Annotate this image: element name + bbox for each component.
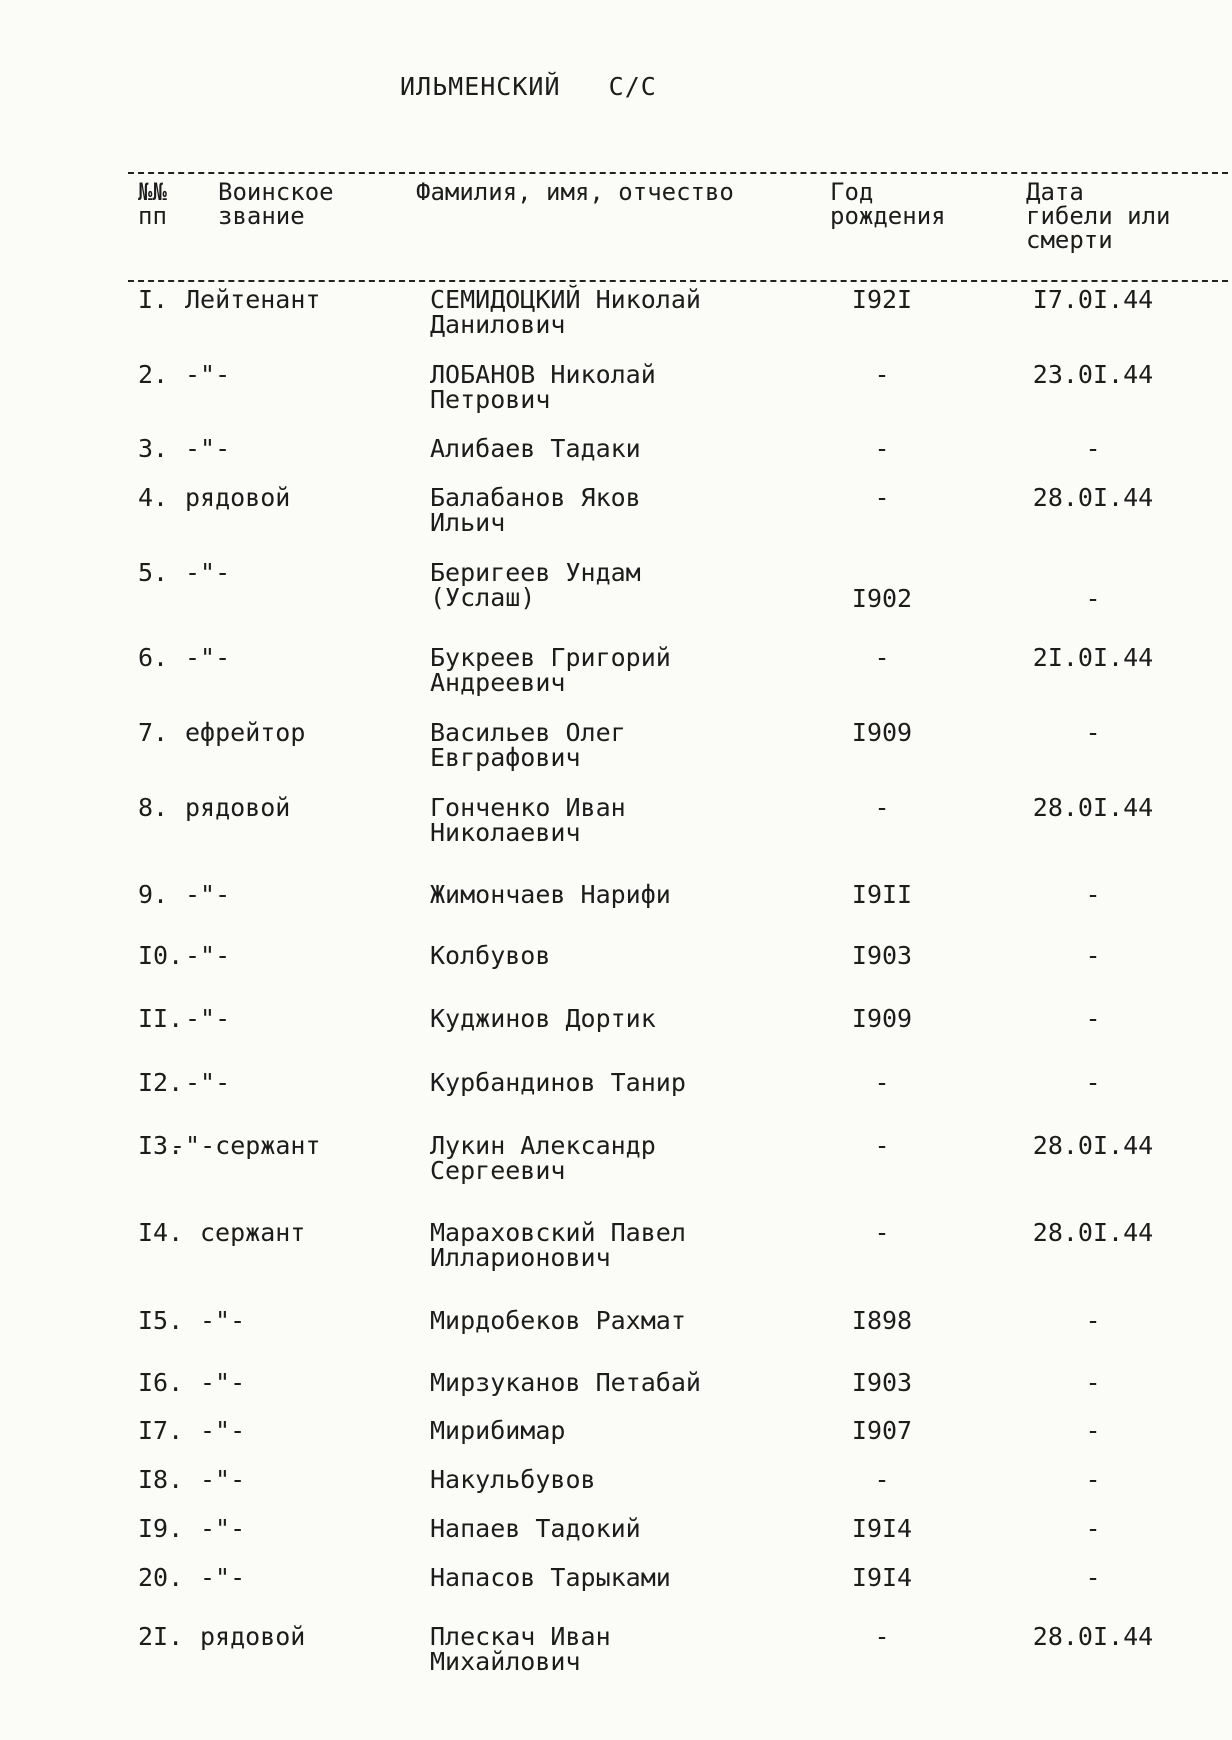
row-name-line1: Балабанов Яков <box>430 483 641 512</box>
row-name <box>430 720 626 770</box>
row-name-line2: Андреевич <box>430 668 566 697</box>
row-rank: -"- <box>185 360 231 389</box>
row-number: 7. <box>138 718 169 747</box>
header-bottom-divider <box>128 280 1228 282</box>
row-rank: -"- <box>200 1368 246 1397</box>
row-number: I7. <box>138 1416 184 1445</box>
row-rank: -"- <box>185 643 231 672</box>
row-birth-year: - <box>874 643 890 672</box>
row-name-line1: Мирзуканов Петабай <box>430 1368 701 1397</box>
row-birth-year: - <box>874 1622 890 1651</box>
row-name <box>430 287 701 337</box>
table-row <box>0 1220 1232 1280</box>
header-year-line2: рождения <box>830 202 946 230</box>
row-name-line1: Куджинов Дортик <box>430 1004 656 1033</box>
row-birth-year: I909 <box>851 1004 913 1033</box>
row-death-date: - <box>1085 1068 1101 1097</box>
row-name-line2: Данилович <box>430 310 566 339</box>
row-birth-year: I903 <box>851 1368 913 1397</box>
row-birth-year: I9I4 <box>851 1514 913 1543</box>
row-name-line2: Ильич <box>430 508 506 537</box>
header-num <box>138 180 167 228</box>
row-name <box>430 1308 686 1333</box>
row-birth-year: I9I4 <box>851 1563 913 1592</box>
row-death-date: - <box>1085 1368 1101 1397</box>
row-name <box>430 362 656 412</box>
row-number: II. <box>138 1004 184 1033</box>
header-top-divider <box>128 172 1228 174</box>
row-rank: -"- <box>200 1306 246 1335</box>
row-rank: -"- <box>185 1068 231 1097</box>
row-name-line2: Евграфович <box>430 743 581 772</box>
row-death-date: - <box>1085 434 1101 463</box>
row-name <box>430 1516 641 1541</box>
table-row <box>0 1308 1232 1368</box>
row-number: 20. <box>138 1563 184 1592</box>
row-birth-year: I902 <box>851 584 913 613</box>
row-death-date: - <box>1085 880 1101 909</box>
header-date-line2: гибели или <box>1026 202 1171 230</box>
row-name-line1: Беригеев Ундам <box>430 558 641 587</box>
row-death-date: - <box>1085 1004 1101 1033</box>
header-name <box>416 180 734 204</box>
row-rank: -"- <box>185 941 231 970</box>
row-death-date: - <box>1085 584 1101 613</box>
row-name <box>430 1467 596 1492</box>
row-birth-year: I898 <box>851 1306 913 1335</box>
row-name-line1: Жимончаев Нарифи <box>430 880 671 909</box>
row-name <box>430 485 641 535</box>
row-rank: рядовой <box>200 1622 306 1651</box>
row-name-line1: ЛОБАНОВ Николай <box>430 360 656 389</box>
table-row <box>0 720 1232 780</box>
row-number: 6. <box>138 643 169 672</box>
row-number: 4. <box>138 483 169 512</box>
row-birth-year: - <box>874 434 890 463</box>
row-rank: -"- <box>185 880 231 909</box>
row-death-date: 28.0I.44 <box>1032 483 1154 512</box>
header-year <box>830 180 946 228</box>
row-name-line1: Плескач Иван <box>430 1622 611 1651</box>
row-number: 3. <box>138 434 169 463</box>
table-row <box>0 1006 1232 1066</box>
row-death-date: 28.0I.44 <box>1032 1218 1154 1247</box>
row-birth-year: - <box>874 1131 890 1160</box>
row-rank: -"- <box>200 1514 246 1543</box>
row-name-line1: Накульбувов <box>430 1465 596 1494</box>
row-name-line2: Сергеевич <box>430 1156 566 1185</box>
row-name-line2: Михайлович <box>430 1647 581 1676</box>
row-name-line2: Петрович <box>430 385 551 414</box>
row-number: 8. <box>138 793 169 822</box>
row-birth-year: I909 <box>851 718 913 747</box>
header-date-line3: смерти <box>1026 226 1113 254</box>
row-number: 5. <box>138 558 169 587</box>
table-row <box>0 882 1232 942</box>
row-name-line1: Мараховский Павел <box>430 1218 686 1247</box>
row-name <box>430 436 641 461</box>
row-rank: Лейтенант <box>185 285 321 314</box>
row-name-line1: Мирдобеков Рахмат <box>430 1306 686 1335</box>
header-rank-line2: звание <box>218 202 305 230</box>
row-birth-year: - <box>874 1068 890 1097</box>
row-name <box>430 1565 671 1590</box>
row-birth-year: - <box>874 483 890 512</box>
row-rank: сержант <box>200 1218 306 1247</box>
table-row <box>0 560 1232 620</box>
row-name-line1: Букреев Григорий <box>430 643 671 672</box>
row-name <box>430 1370 701 1395</box>
row-death-date: - <box>1085 718 1101 747</box>
table-row <box>0 1133 1232 1193</box>
row-number: 2I. <box>138 1622 184 1651</box>
row-number: I. <box>138 285 169 314</box>
row-number: I4. <box>138 1218 184 1247</box>
row-rank: рядовой <box>185 793 291 822</box>
row-death-date: - <box>1085 1563 1101 1592</box>
table-row <box>0 362 1232 422</box>
row-rank: -"- <box>185 434 231 463</box>
row-name <box>430 1418 565 1443</box>
row-birth-year: - <box>874 360 890 389</box>
row-name-line1: Лукин Александр <box>430 1131 656 1160</box>
row-number: I8. <box>138 1465 184 1494</box>
row-name-line1: Колбувов <box>430 941 551 970</box>
row-name <box>430 943 550 968</box>
row-rank: -"- <box>185 558 231 587</box>
row-death-date: - <box>1085 1465 1101 1494</box>
header-date <box>1026 180 1171 252</box>
row-name-line1: Васильев Олег <box>430 718 626 747</box>
table-row <box>0 943 1232 1003</box>
table-row <box>0 1070 1232 1130</box>
row-birth-year: I903 <box>851 941 913 970</box>
page-title: ИЛЬМЕНСКИЙ С/С <box>400 72 657 101</box>
row-death-date: I7.0I.44 <box>1032 285 1154 314</box>
row-rank: рядовой <box>185 483 291 512</box>
header-num-line2: пп <box>138 202 167 230</box>
table-row <box>0 485 1232 545</box>
row-name <box>430 1070 686 1095</box>
row-name-line1: Гонченко Иван <box>430 793 626 822</box>
row-number: I2. <box>138 1068 184 1097</box>
row-name <box>430 645 671 695</box>
table-row <box>0 287 1232 347</box>
row-birth-year: I907 <box>851 1416 913 1445</box>
row-name-line1: Напаев Тадокий <box>430 1514 641 1543</box>
table-row <box>0 795 1232 855</box>
row-death-date: - <box>1085 1514 1101 1543</box>
row-name-line1: Алибаев Тадаки <box>430 434 641 463</box>
row-death-date: - <box>1085 1306 1101 1335</box>
row-name-line2: Николаевич <box>430 818 581 847</box>
table-row <box>0 645 1232 705</box>
table-row <box>0 1565 1232 1625</box>
row-birth-year: - <box>874 1465 890 1494</box>
row-death-date: - <box>1085 941 1101 970</box>
row-name <box>430 1624 611 1674</box>
header-year-line1: Год <box>830 178 874 206</box>
header-date-line1: Дата <box>1026 178 1084 206</box>
row-name-line1: Мирибимар <box>430 1416 566 1445</box>
row-rank: -"-сержант <box>170 1131 321 1160</box>
row-rank: -"- <box>200 1416 246 1445</box>
row-name-line1: Курбандинов Танир <box>430 1068 686 1097</box>
header-rank-line1: Воинское <box>218 178 334 206</box>
row-death-date: 23.0I.44 <box>1032 360 1154 389</box>
row-birth-year: I92I <box>851 285 913 314</box>
row-number: 2. <box>138 360 169 389</box>
row-number: I9. <box>138 1514 184 1543</box>
row-death-date: 2I.0I.44 <box>1032 643 1154 672</box>
header-rank <box>218 180 334 228</box>
row-number: 9. <box>138 880 169 909</box>
row-death-date: 28.0I.44 <box>1032 1131 1154 1160</box>
row-number: I6. <box>138 1368 184 1397</box>
row-name <box>430 795 626 845</box>
row-birth-year: - <box>874 793 890 822</box>
row-number: I3. <box>138 1131 184 1160</box>
row-number: I5. <box>138 1306 184 1335</box>
row-number: I0. <box>138 941 184 970</box>
row-birth-year: - <box>874 1218 890 1247</box>
row-name <box>430 882 671 907</box>
header-name-line1: Фамилия, имя, отчество <box>416 178 734 206</box>
row-name-line2: (Услаш) <box>430 583 536 612</box>
row-name <box>430 1220 686 1270</box>
row-birth-year: I9II <box>851 880 913 909</box>
row-name <box>430 560 641 610</box>
row-rank: ефрейтор <box>185 718 306 747</box>
row-rank: -"- <box>185 1004 231 1033</box>
row-death-date: 28.0I.44 <box>1032 793 1154 822</box>
row-rank: -"- <box>200 1465 246 1494</box>
row-name <box>430 1133 656 1183</box>
row-name-line1: СЕМИДОЦКИЙ Николай <box>430 285 701 314</box>
row-name-line1: Напасов Тарыками <box>430 1563 671 1592</box>
row-name-line2: Илларионович <box>430 1243 611 1272</box>
row-death-date: 28.0I.44 <box>1032 1622 1154 1651</box>
header-num-line1: №№ <box>138 178 167 206</box>
table-row <box>0 1624 1232 1684</box>
row-rank: -"- <box>200 1563 246 1592</box>
row-name <box>430 1006 656 1031</box>
row-death-date: - <box>1085 1416 1101 1445</box>
